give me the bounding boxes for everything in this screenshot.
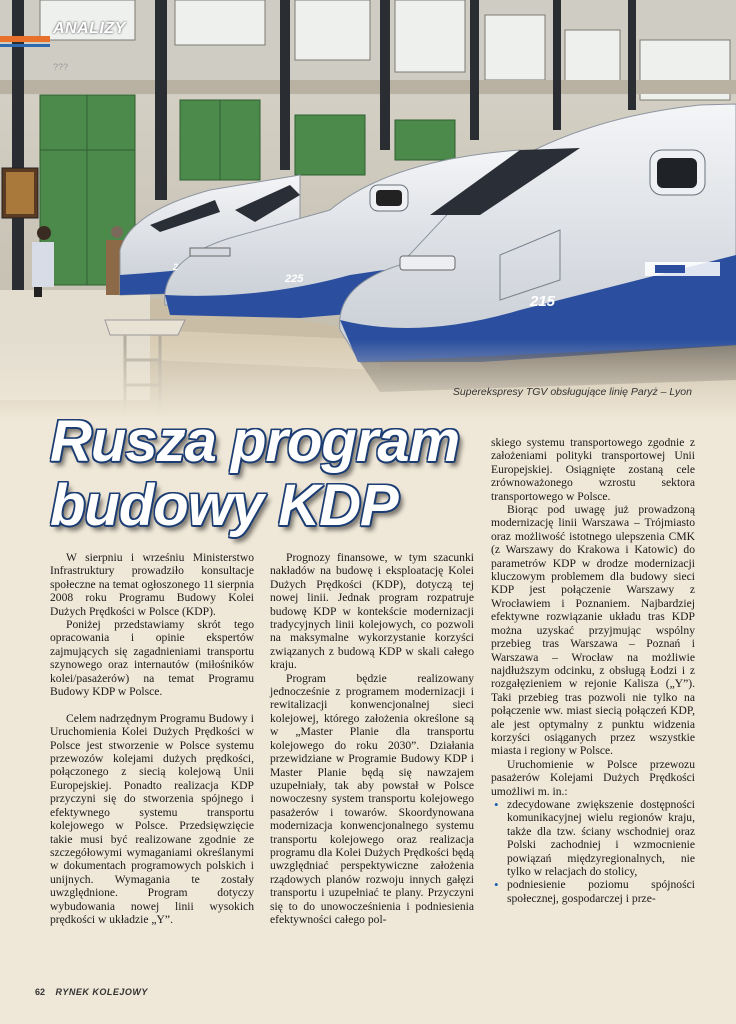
text-column-2 (270, 551, 474, 926)
photo-caption: Superekspresy TGV obsługujące linię Paryż – Lyon (452, 386, 692, 398)
paragraph-continued: skiego systemu transportowego zgodnie z założeniami polityki transportowej Unii Europejskiej. Osiągnięte zostaną cele zrównoważonego wzrostu sektora transportowego w Polsce. (491, 436, 695, 503)
list-item (491, 878, 695, 905)
bullet-icon: • (494, 796, 499, 812)
train-number-back: 2 (173, 262, 179, 272)
hero-photo (0, 0, 736, 420)
page-number: 62 (35, 987, 46, 997)
headline-line-2: budowy KDP (50, 473, 398, 538)
list-item-text: podniesienie poziomu spójności społecznej, gospodarczej i prze- (507, 878, 695, 905)
list-item (491, 798, 695, 878)
article-headline (50, 410, 490, 538)
train-number-215: 215 (530, 293, 556, 310)
paragraph: Prognozy finansowe, w tym szacunki nakładów na budowę i eksploatację Kolei Dużych Prędkości (KDP), dotyczą tej nowej linii. Jednak program rozpatruje budowę KDP w kontekście modernizacji tradycyjnych linii kolejowych, co pozwoli na maksymalne wykorzystanie korzyści związanych z budową KDP w skali całego kraju. (270, 551, 474, 672)
paragraph: W sierpniu i wrześniu Ministerstwo Infrastruktury prowadziło konsultacje społeczne na temat ogłoszonego 11 sierpnia 2008 roku Programu Budowy Kolei Dużych Prędkości w Polsce (KDP). (50, 551, 254, 618)
text-column-1 (50, 551, 254, 926)
section-label: ANALIZY (53, 20, 126, 37)
headline-line-1: Rusza program (50, 409, 460, 474)
section-accent-bar (0, 36, 50, 42)
list-item-text: zdecydowane zwiększenie dostępności komunikacyjnej wielu regionów kraju, także dla tzw. ściany wschodniej oraz Polski zachodniej i wzmocnienie powiązań międzyregionalnych, nie tylko w relacjach do stolicy, (507, 797, 695, 878)
train-number-225: 225 (285, 273, 304, 285)
paragraph: Program będzie realizowany jednocześnie z programem modernizacji i rewitalizacji konwencjonalnej sieci kolejowej, którego założenia określone są w „Master Planie dla transportu kolejowego do roku 2030”. Działania przewidziane w Programie Budowy KDP i Master Planie będą się nawzajem uzupełniały, tak aby powstał w Polsce nowoczesny system transportu kolejowego pasażerów i towarów. Skoordynowana modernizacja konwencjonalnego systemu transportu kolejowego oraz realizacja programu dla Kolei Dużych Prędkości będą uwzględniać perspektywiczne założenia rządowych planów rozwoju innych gałęzi transportu i uzupełniać te plany. Przyczyni się to do unowocześnienia i podniesienia efektywności całego pol- (270, 671, 474, 926)
section-sublabel: ??? (53, 62, 69, 72)
paragraph: Celem nadrzędnym Programu Budowy i Uruchomienia Kolei Dużych Prędkości w Polsce jest stworzenie w Polsce systemu przewozów kolejami dużych prędkości, połączonego z siecią kolejową Unii Europejskiej. Ponadto realizacja KDP przyczyni się do stworzenia spójnego i efektywnego systemu transportu kolejowego w Polsce. Przedsięwzięcie takie musi być realizowane zgodnie ze szczegółowymi wymaganiami określanymi w dokumentach programowych polskich i unijnych. Wymagania te zostały uwzględnione. Program dotyczy wybudowania nowej linii wysokich prędkości w układzie „Y”. (50, 711, 254, 926)
benefits-list (491, 798, 695, 905)
paragraph: Poniżej przedstawiamy skrót tego opracowania i opinie ekspertów zajmujących się zagadnieniami transportu szynowego oraz internautów (miłośników kolei/pasażerów) na temat Programu Budowy KDP w Polsce. (50, 618, 254, 699)
section-accent-bar-blue (0, 44, 50, 47)
paragraph: Uruchomienie w Polsce przewozu pasażerów Kolejami Dużych Prędkości umożliwi m. in.: (491, 757, 695, 798)
magazine-name: RYNEK KOLEJOWY (55, 987, 148, 997)
tgv-trains-illustration (0, 0, 736, 420)
bullet-icon: • (494, 877, 499, 893)
text-column-3 (491, 436, 695, 905)
paragraph: Biorąc pod uwagę już prowadzoną modernizację linii Warszawa – Trójmiasto oraz możliwość istotnego ulepszenia CMK (z Warszawy do Krakowa i Katowic) do parametrów KDP w drodze modernizacji kluczowym problemem dla budowy sieci KDP jest połączenie Warszawy z Wrocławiem i Poznaniem. Najbardziej efektywne rozwiązanie układu tras KDP można uzyskać przyjmując wspólny przebieg tras Warszawa – Poznań i Warszawa – Wrocław na możliwie najdłuższym odcinku, z obsługą Łodzi i z rozgałęzieniem w rejonie Kalisza („Y”). Taki przebieg tras pozwoli nie tylko na połączenie ww. miast siecią połączeń KDP, ale jest optymalny z punktu widzenia korzyści osiąganych przez wszystkie miasta i regiony w Polsce. (491, 503, 695, 758)
page-footer (35, 987, 148, 997)
